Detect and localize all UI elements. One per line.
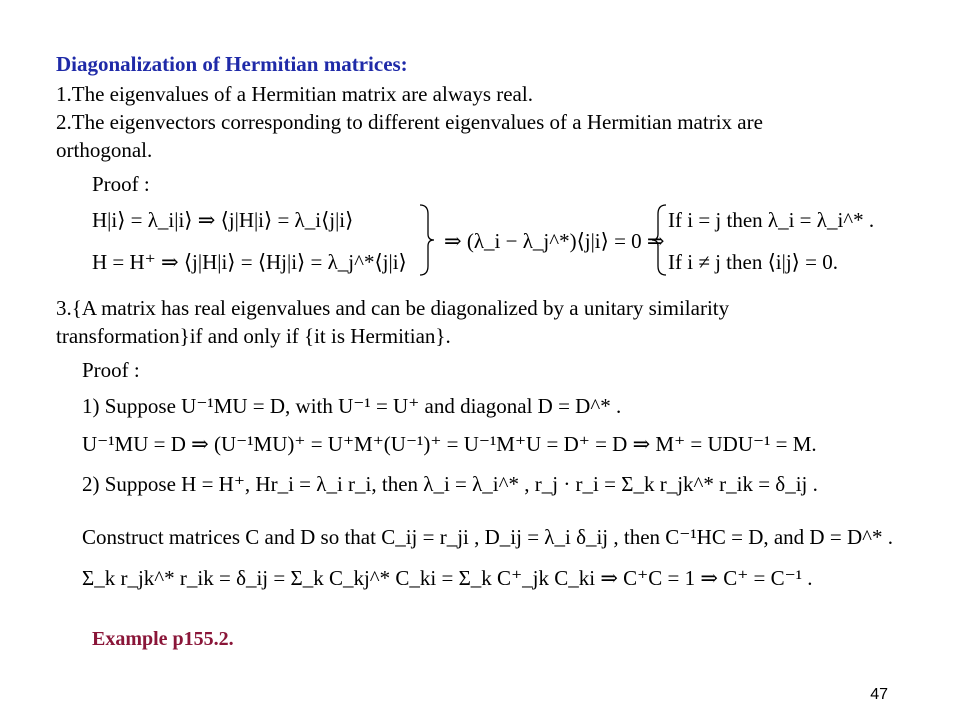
proof-2-line-3: 2) Suppose H = H⁺, Hr_i = λ_i r_i, then λ_i = λ_i^* , r_j · r_i = Σ_k r_jk^* r_ik = δ_ij . <box>82 472 818 496</box>
proof-1-header: Proof : <box>92 172 150 196</box>
statement-2-line-2: orthogonal. <box>56 138 153 162</box>
proof-2-header: Proof : <box>82 358 140 382</box>
statement-3-line-1: 3.{A matrix has real eigenvalues and can be diagonalized by a unitary similarity <box>56 296 730 320</box>
statement-3-line-2: transformation}if and only if {it is Hermitian}. <box>56 324 451 348</box>
proof-1-middle-equation: ⇒ (λ_i − λ_j^*)⟨j|i⟩ = 0 ⇒ <box>444 229 665 253</box>
proof-1-case-equal: If i = j then λ_i = λ_i^* . <box>668 208 875 232</box>
statement-2-line-1: 2.The eigenvectors corresponding to different eigenvalues of a Hermitian matrix are <box>56 110 763 134</box>
proof-1-case-unequal: If i ≠ j then ⟨i|j⟩ = 0. <box>668 250 838 274</box>
proof-1-equation-1: H|i⟩ = λ_i|i⟩ ⇒ ⟨j|H|i⟩ = λ_i⟨j|i⟩ <box>92 208 354 232</box>
right-brace <box>418 204 438 276</box>
proof-2-line-4: Construct matrices C and D so that C_ij = r_ji , D_ij = λ_i δ_ij , then C⁻¹HC = D, and D = D^* . <box>82 525 893 549</box>
slide-title: Diagonalization of Hermitian matrices: <box>56 52 408 76</box>
proof-2-line-2: U⁻¹MU = D ⇒ (U⁻¹MU)⁺ = U⁺M⁺(U⁻¹)⁺ = U⁻¹M⁺U = D⁺ = D ⇒ M⁺ = UDU⁻¹ = M. <box>82 432 817 456</box>
example-reference: Example p155.2. <box>92 628 234 650</box>
page-number: 47 <box>870 686 888 703</box>
proof-2-line-5: Σ_k r_jk^* r_ik = δ_ij = Σ_k C_kj^* C_ki = Σ_k C⁺_jk C_ki ⇒ C⁺C = 1 ⇒ C⁺ = C⁻¹ . <box>82 566 813 590</box>
left-brace <box>648 204 668 276</box>
proof-1-equation-2: H = H⁺ ⇒ ⟨j|H|i⟩ = ⟨Hj|i⟩ = λ_j^*⟨j|i⟩ <box>92 250 407 274</box>
proof-2-line-1: 1) Suppose U⁻¹MU = D, with U⁻¹ = U⁺ and diagonal D = D^* . <box>82 394 622 418</box>
statement-1: 1.The eigenvalues of a Hermitian matrix are always real. <box>56 82 533 106</box>
